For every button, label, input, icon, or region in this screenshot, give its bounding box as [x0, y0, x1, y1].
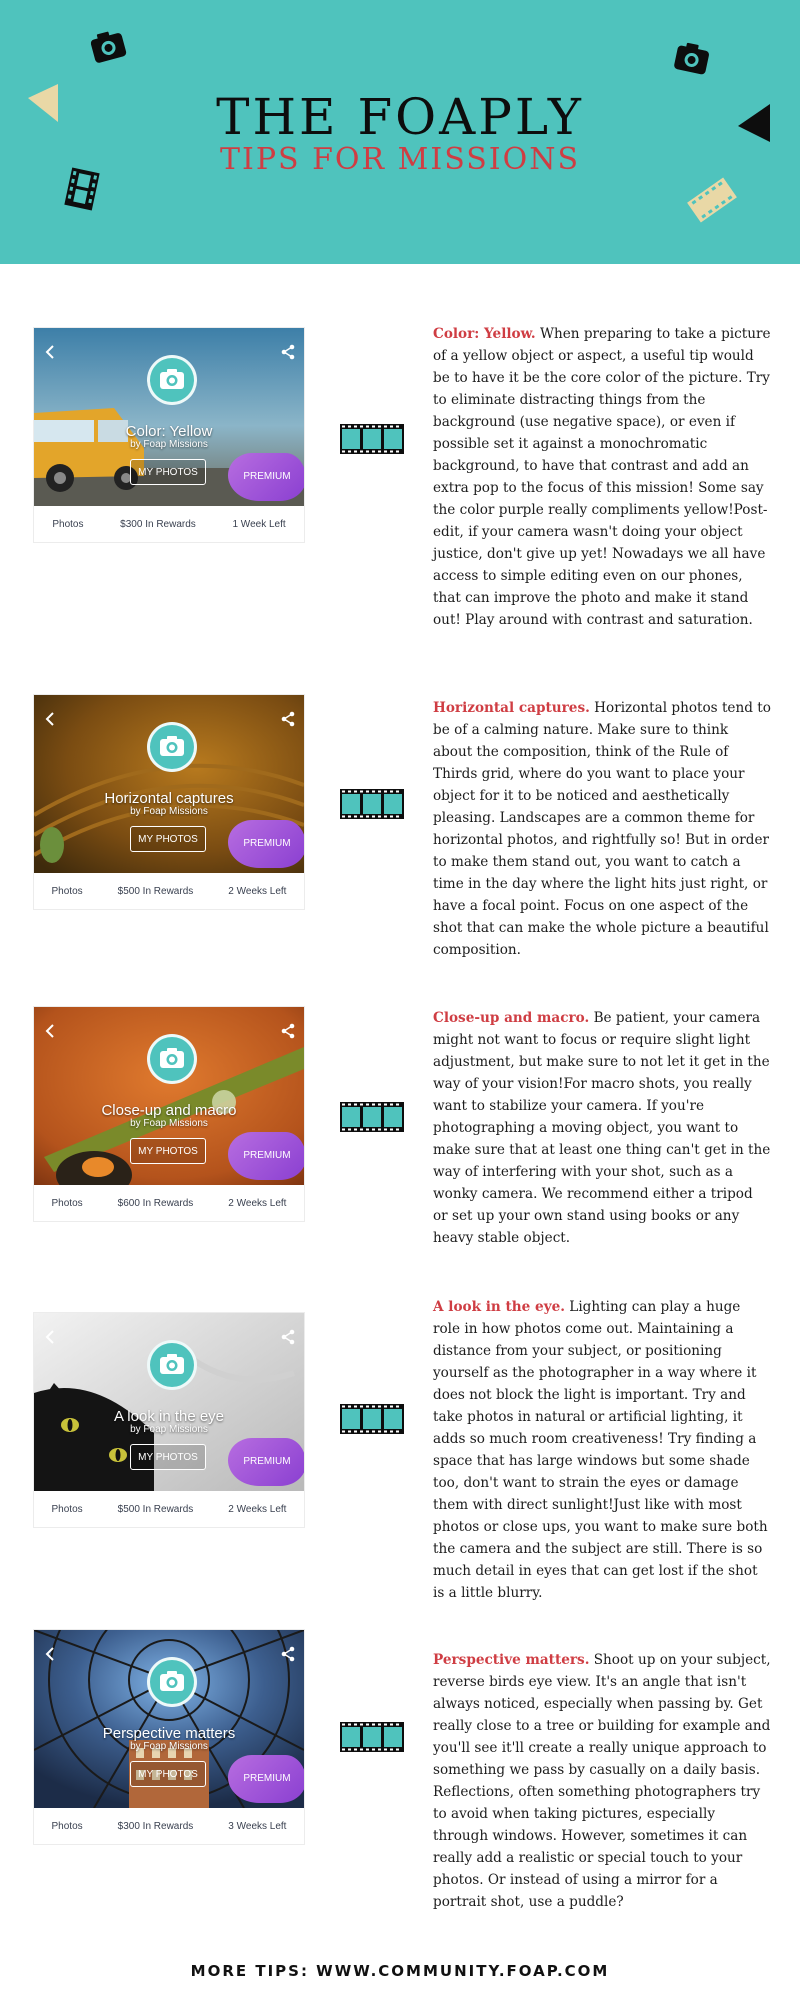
mission-photo: [34, 1313, 304, 1491]
mission-card[interactable]: [33, 327, 305, 543]
mission-stats: [34, 1491, 304, 1527]
mission-photo: [34, 695, 304, 873]
photos-label[interactable]: Photos: [51, 1820, 83, 1832]
mission-title: Horizontal captures: [104, 790, 234, 807]
tip-body: Horizontal photos tend to be of a calming nature. Make sure to think about the composition, think of the Rule of Thirds grid, where do you want to place your object for it to be noticed and aesthetically pleasing. Landscapes are a common theme for horizontal photos, and rightfully so! But in order to make them stand out, you want to catch a time in the day where the light hits just right, or have a focal point. Focus on one aspect of the shot that can make the whole picture a beautiful composition.: [433, 700, 771, 958]
mission-title: Color: Yellow: [125, 423, 213, 440]
camera-icon: [147, 1034, 197, 1084]
mission-card[interactable]: [33, 1006, 305, 1222]
tip-body: Be patient, your camera might not want to focus or require slight light adjustment, but make sure to not let it get in the way of your vision!For macro shots, you really want to stabilize your camera. If you're photographing a moving object, you want to make sure that at least one thing can't get in the way of interfering with your shot, such as a wonky camera. We recommend either a tripod or set up your own stand using books or any heavy stable object.: [433, 1010, 771, 1246]
premium-badge[interactable]: PREMIUM: [228, 1438, 304, 1486]
camera-icon: [672, 40, 712, 76]
tip-heading: A look in the eye.: [433, 1299, 565, 1315]
photos-label[interactable]: Photos: [51, 1503, 83, 1515]
my-photos-button[interactable]: MY PHOTOS: [130, 1444, 206, 1470]
camera-icon: [147, 722, 197, 772]
time-left-label: 2 Weeks Left: [228, 1503, 287, 1515]
tip-heading: Perspective matters.: [433, 1652, 590, 1668]
mission-stats: [34, 873, 304, 909]
my-photos-button[interactable]: MY PHOTOS: [130, 459, 206, 485]
mission-byline: by Foap Missions: [130, 1741, 208, 1752]
film-strip-icon: [340, 1102, 404, 1132]
mission-stats: [34, 1185, 304, 1221]
camera-icon: [147, 1657, 197, 1707]
mission-byline: by Foap Missions: [130, 1424, 208, 1435]
page-subtitle: TIPS FOR MISSIONS: [219, 142, 581, 177]
share-icon[interactable]: [280, 1646, 296, 1662]
mission-stats: [34, 506, 304, 542]
premium-badge[interactable]: PREMIUM: [228, 1755, 304, 1803]
time-left-label: 1 Week Left: [232, 518, 286, 530]
film-strip-icon: [340, 789, 404, 819]
share-icon[interactable]: [280, 711, 296, 727]
my-photos-button[interactable]: MY PHOTOS: [130, 1761, 206, 1787]
tip-heading: Horizontal captures.: [433, 700, 590, 716]
back-arrow-icon[interactable]: [42, 1329, 58, 1345]
header-banner: [0, 0, 800, 264]
tip-paragraph: [433, 697, 771, 961]
premium-badge[interactable]: PREMIUM: [228, 820, 304, 868]
time-left-label: 2 Weeks Left: [228, 1197, 287, 1209]
share-icon[interactable]: [280, 1329, 296, 1345]
camera-icon: [88, 28, 128, 64]
mission-stats: [34, 1808, 304, 1844]
my-photos-button[interactable]: MY PHOTOS: [130, 826, 206, 852]
film-strip-icon: [340, 1404, 404, 1434]
mission-photo: [34, 1630, 304, 1808]
premium-badge[interactable]: PREMIUM: [228, 453, 304, 501]
share-icon[interactable]: [280, 344, 296, 360]
rewards-label: $300 In Rewards: [117, 1820, 194, 1832]
mission-photo: [34, 328, 304, 506]
rewards-label: $600 In Rewards: [117, 1197, 194, 1209]
tip-body: Shoot up on your subject, reverse birds eye view. It's an angle that isn't always noticed, especially when passing by. Get really close to a tree or building for example and you'll see it'll create a really unique approach to something we pass by casually on a daily basis. Reflections, often something photographers try to avoid when taking pictures, especially through windows. However, sometimes it can really add a realistic or special touch to your photos. Or instead of using a mirror for a portrait shot, use a puddle?: [433, 1652, 771, 1910]
tip-paragraph: [433, 1296, 771, 1604]
film-strip-icon: [340, 1722, 404, 1752]
back-arrow-icon[interactable]: [42, 1023, 58, 1039]
mission-byline: by Foap Missions: [130, 806, 208, 817]
photos-label[interactable]: Photos: [51, 885, 83, 897]
mission-title: Close-up and macro: [101, 1102, 237, 1119]
page-title: THE FOAPLY: [216, 88, 584, 146]
tip-body: Lighting can play a huge role in how photos come out. Maintaining a distance from your subject, or positioning yourself as the photographer in a way where it does not block the light is important. Try and take photos in natural or artificial lighting, it adds so much room creativeness! Try finding a space that has large windows but some shade too, don't want to strain the eyes or damage them with direct sunlight!Just like with most photos or close ups, you want to make sure both the camera and the subject are still. There is so much detail in eyes that can get lost if the shot is a little blurry.: [433, 1299, 768, 1601]
camera-icon: [147, 1340, 197, 1390]
rewards-label: $500 In Rewards: [117, 885, 194, 897]
time-left-label: 3 Weeks Left: [228, 1820, 287, 1832]
share-icon[interactable]: [280, 1023, 296, 1039]
tip-paragraph: [433, 1007, 771, 1249]
tip-paragraph: [433, 1649, 771, 1913]
more-tips-link[interactable]: MORE TIPS: WWW.COMMUNITY.FOAP.COM: [190, 1962, 610, 1980]
back-arrow-icon[interactable]: [42, 344, 58, 360]
film-strip-icon: [340, 424, 404, 454]
mission-card[interactable]: [33, 694, 305, 910]
photos-label[interactable]: Photos: [51, 1197, 83, 1209]
mission-title: Perspective matters: [102, 1725, 236, 1742]
time-left-label: 2 Weeks Left: [228, 885, 287, 897]
my-photos-button[interactable]: MY PHOTOS: [130, 1138, 206, 1164]
camera-icon: [147, 355, 197, 405]
back-arrow-icon[interactable]: [42, 1646, 58, 1662]
mission-card[interactable]: [33, 1629, 305, 1845]
tip-heading: Close-up and macro.: [433, 1010, 590, 1026]
rewards-label: $500 In Rewards: [117, 1503, 194, 1515]
mission-card[interactable]: [33, 1312, 305, 1528]
back-arrow-icon[interactable]: [42, 711, 58, 727]
rewards-label: $300 In Rewards: [120, 518, 196, 530]
mission-byline: by Foap Missions: [130, 439, 208, 450]
mission-photo: [34, 1007, 304, 1185]
film-strip-icon: [686, 176, 738, 224]
premium-badge[interactable]: PREMIUM: [228, 1132, 304, 1180]
mission-title: A look in the eye: [113, 1408, 225, 1425]
tip-body: When preparing to take a picture of a yellow object or aspect, a useful tip would be to have it be the core color of the picture. Try to eliminate distracting things from the background (use negative space), or even if possible set it against a monochromatic background, to have that contrast and add an extra pop to the focus of this mission! Some say the color purple really compliments yellow!Post-edit, if your camera wasn't doing your object justice, don't give up yet! Nowadays we all have access to simple editing even on our phones, that can improve the photo and make it stand out! Play around with contrast and saturation.: [433, 326, 771, 628]
mission-byline: by Foap Missions: [130, 1118, 208, 1129]
tip-heading: Color: Yellow.: [433, 326, 536, 342]
tip-paragraph: [433, 323, 771, 631]
photos-label[interactable]: Photos: [52, 518, 84, 530]
